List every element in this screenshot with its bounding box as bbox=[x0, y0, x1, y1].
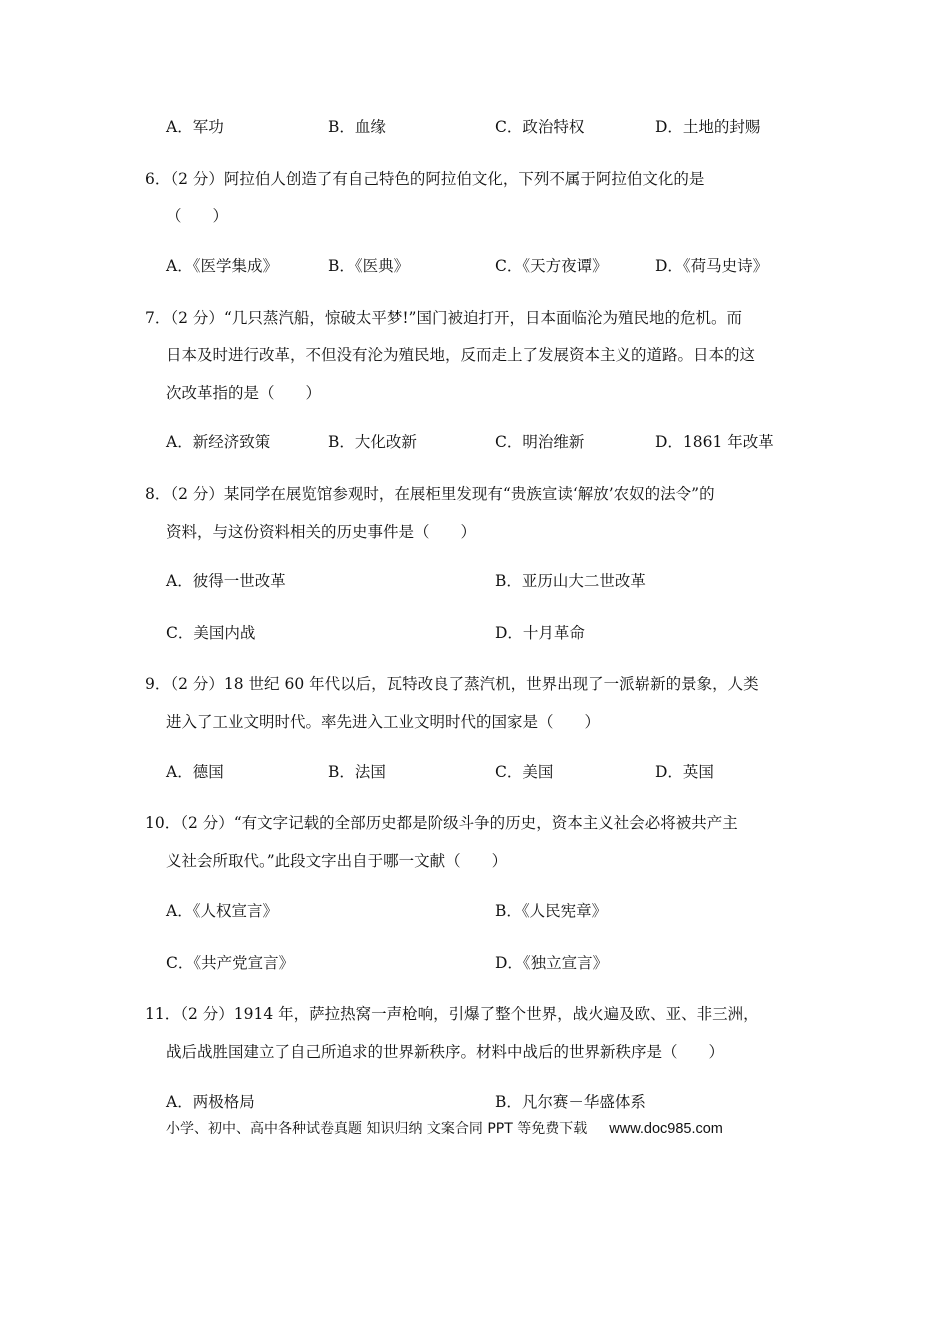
q6-option-d: D．《荷马史诗》 bbox=[655, 257, 769, 275]
q7-question-line-2: 日本及时进行改革，不但没有沦为殖民地，反而走上了发展资本主义的道路。日本的这 bbox=[166, 346, 756, 364]
q7-option-b: B．大化改新 bbox=[328, 433, 417, 451]
q9-question-line-2: 进入了工业文明时代。率先进入工业文明时代的国家是（ ） bbox=[166, 713, 601, 731]
q10-option-b: B．《人民宪章》 bbox=[495, 902, 608, 920]
q10-question-line-1: 10．（2 分）“有文字记载的全部历史都是阶级斗争的历史，资本主义社会必将被共产主 bbox=[145, 814, 738, 832]
q9-option-c: C．美国 bbox=[495, 763, 554, 781]
q7-question-line-1: 7．（2 分）“几只蒸汽船，惊破太平梦!”国门被迫打开，日本面临沦为殖民地的危机。而 bbox=[145, 309, 742, 327]
q11-option-b: B．凡尔赛－华盛体系 bbox=[495, 1093, 646, 1111]
q6-option-b: B．《医典》 bbox=[328, 257, 410, 275]
q5-option-b: B．血缘 bbox=[328, 118, 386, 136]
q10-option-d: D．《独立宣言》 bbox=[495, 954, 609, 972]
q10-option-c: C．《共产党宣言》 bbox=[166, 954, 295, 972]
q8-option-c: C．美国内战 bbox=[166, 624, 256, 642]
q7-option-a: A．新经济致策 bbox=[166, 433, 271, 451]
q7-option-c: C．明治维新 bbox=[495, 433, 585, 451]
q5-option-d: D．土地的封赐 bbox=[655, 118, 761, 136]
q8-question-line-1: 8．（2 分）某同学在展览馆参观时，在展柜里发现有“贵族宣读‘解放’农奴的法令”的 bbox=[145, 485, 715, 503]
q9-option-a: A．德国 bbox=[166, 763, 224, 781]
q8-option-a: A．彼得一世改革 bbox=[166, 572, 286, 590]
q6-option-c: C．《天方夜谭》 bbox=[495, 257, 608, 275]
footer-text: 小学、初中、高中各种试卷真题 知识归纳 文案合同 PPT 等免费下载 bbox=[166, 1121, 588, 1137]
q8-option-b: B．亚历山大二世改革 bbox=[495, 572, 646, 590]
q10-option-a: A．《人权宣言》 bbox=[166, 902, 278, 920]
q11-question-line-1: 11．（2 分）1914 年，萨拉热窝一声枪响，引爆了整个世界，战火遍及欧、亚、非三洲， bbox=[145, 1005, 759, 1023]
page-footer bbox=[166, 1118, 723, 1138]
q6-question-line-2: （ ） bbox=[166, 207, 229, 225]
q5-option-a: A．军功 bbox=[166, 118, 224, 136]
q8-option-d: D．十月革命 bbox=[495, 624, 585, 642]
q9-question-line-1: 9．（2 分）18 世纪 60 年代以后，瓦特改良了蒸汽机，世界出现了一派崭新的景象，人类 bbox=[145, 675, 759, 693]
q9-option-d: D．英国 bbox=[655, 763, 714, 781]
q5-option-c: C．政治特权 bbox=[495, 118, 585, 136]
q11-question-line-2: 战后战胜国建立了自己所追求的世界新秩序。材料中战后的世界新秩序是（ ） bbox=[166, 1043, 725, 1061]
q6-option-a: A．《医学集成》 bbox=[166, 257, 278, 275]
q9-option-b: B．法国 bbox=[328, 763, 386, 781]
q11-option-a: A．两极格局 bbox=[166, 1093, 255, 1111]
q7-question-line-3: 次改革指的是（ ） bbox=[166, 384, 322, 402]
q7-option-d: D．1861 年改革 bbox=[655, 433, 774, 451]
q10-question-line-2: 义社会所取代。”此段文字出自于哪一文献（ ） bbox=[166, 852, 508, 870]
q6-question-line-1: 6．（2 分）阿拉伯人创造了有自己特色的阿拉伯文化，下列不属于阿拉伯文化的是 bbox=[145, 170, 705, 188]
footer-url-link[interactable]: www.doc985.com bbox=[609, 1121, 723, 1137]
q8-question-line-2: 资料，与这份资料相关的历史事件是（ ） bbox=[166, 523, 477, 541]
